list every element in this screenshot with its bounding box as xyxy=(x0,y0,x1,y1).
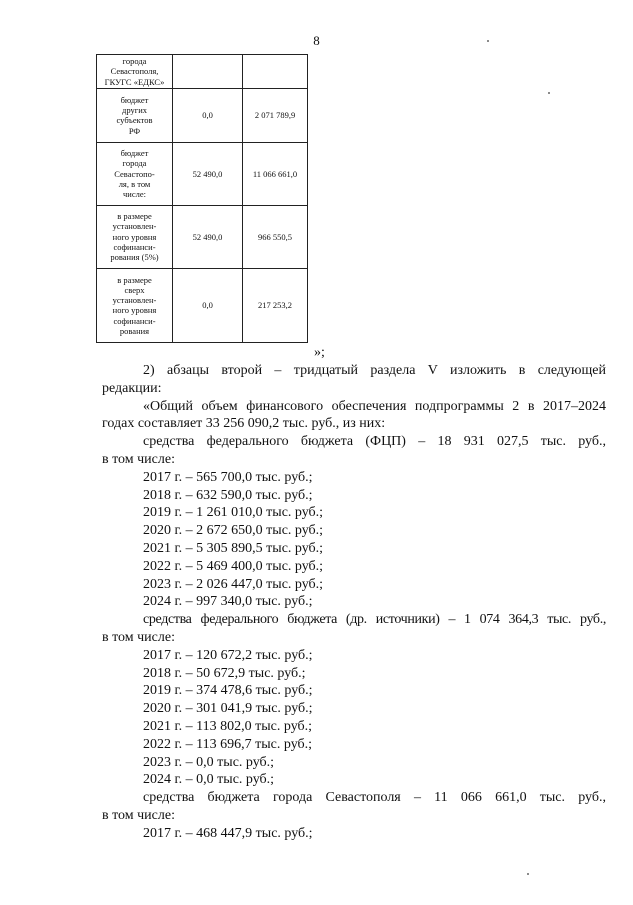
paragraph-line: в том числе: xyxy=(102,807,175,823)
paragraph-line: средства федерального бюджета (ФЦП) – 18 931 027,5 тыс. руб., xyxy=(143,434,606,450)
table-cell-value: 217 253,2 xyxy=(243,268,308,342)
table-row xyxy=(97,142,308,205)
scan-speck xyxy=(487,40,489,42)
table-cell-value: 0,0 xyxy=(173,88,243,142)
list-item: 2019 г. – 1 261 010,0 тыс. руб.; xyxy=(143,505,324,521)
list-item: 2018 г. – 632 590,0 тыс. руб.; xyxy=(143,487,313,503)
paragraph-line: в том числе: xyxy=(102,451,175,467)
year-list-other xyxy=(102,647,606,789)
list-item: 2022 г. – 113 696,7 тыс. руб.; xyxy=(143,736,313,752)
document-body xyxy=(102,362,606,843)
scan-speck xyxy=(527,873,529,875)
table-cell-label: в размере установлен- ного уровня софинанси- рования (5%) xyxy=(97,205,173,268)
table-cell-value: 0,0 xyxy=(173,268,243,342)
table-cell-label: в размере сверх установлен- ного уровня софинанси- рования xyxy=(97,268,173,342)
list-item: 2017 г. – 468 447,9 тыс. руб.; xyxy=(143,825,313,841)
paragraph-line: средства федерального бюджета (др. источники) – 1 074 364,3 тыс. руб., xyxy=(143,612,606,628)
list-item: 2020 г. – 2 672 650,0 тыс. руб.; xyxy=(143,523,324,539)
list-item: 2017 г. – 120 672,2 тыс. руб.; xyxy=(143,647,313,663)
table-cell-label: бюджет других субъектов РФ xyxy=(97,88,173,142)
table-cell-value: 52 490,0 xyxy=(173,205,243,268)
page-number: 8 xyxy=(313,33,320,48)
table-cell-label: города Севастополя, ГКУГС «ЕДКС» xyxy=(97,55,173,89)
list-item: 2020 г. – 301 041,9 тыс. руб.; xyxy=(143,701,313,717)
list-item: 2018 г. – 50 672,9 тыс. руб.; xyxy=(143,665,306,681)
table-row xyxy=(97,55,308,89)
table-row xyxy=(97,205,308,268)
list-item: 2017 г. – 565 700,0 тыс. руб.; xyxy=(143,469,313,485)
table-cell-value xyxy=(173,55,243,89)
list-item: 2023 г. – 0,0 тыс. руб.; xyxy=(143,754,275,770)
funding-table xyxy=(96,54,308,343)
year-list-city xyxy=(102,825,606,843)
list-item: 2021 г. – 113 802,0 тыс. руб.; xyxy=(143,718,313,734)
paragraph-line: 2) абзацы второй – тридцатый раздела V изложить в следующей xyxy=(143,363,606,378)
table-row xyxy=(97,268,308,342)
closing-quote-mark: »; xyxy=(314,345,325,360)
table-row xyxy=(97,88,308,142)
table-cell-value: 11 066 661,0 xyxy=(243,142,308,205)
table-cell-label: бюджет города Севастопо- ля, в том числе: xyxy=(97,142,173,205)
list-item: 2021 г. – 5 305 890,5 тыс. руб.; xyxy=(143,540,324,556)
paragraph-line: «Общий объем финансового обеспечения подпрограммы 2 в 2017–2024 xyxy=(143,398,606,414)
list-item: 2023 г. – 2 026 447,0 тыс. руб.; xyxy=(143,576,324,592)
list-item: 2024 г. – 0,0 тыс. руб.; xyxy=(143,772,275,788)
year-list-fcp xyxy=(102,469,606,611)
table-cell-value: 52 490,0 xyxy=(173,142,243,205)
list-item: 2024 г. – 997 340,0 тыс. руб.; xyxy=(143,594,313,610)
list-item: 2019 г. – 374 478,6 тыс. руб.; xyxy=(143,683,313,699)
list-item: 2022 г. – 5 469 400,0 тыс. руб.; xyxy=(143,558,324,574)
paragraph-line: средства бюджета города Севастополя – 11 066 661,0 тыс. руб., xyxy=(143,790,606,806)
paragraph-line: редакции: xyxy=(102,380,162,396)
table-cell-value xyxy=(243,55,308,89)
paragraph-line: в том числе: xyxy=(102,629,175,645)
table-cell-value: 2 071 789,9 xyxy=(243,88,308,142)
table-cell-value: 966 550,5 xyxy=(243,205,308,268)
scan-speck xyxy=(548,92,550,94)
paragraph-line: годах составляет 33 256 090,2 тыс. руб., из них: xyxy=(102,416,386,432)
